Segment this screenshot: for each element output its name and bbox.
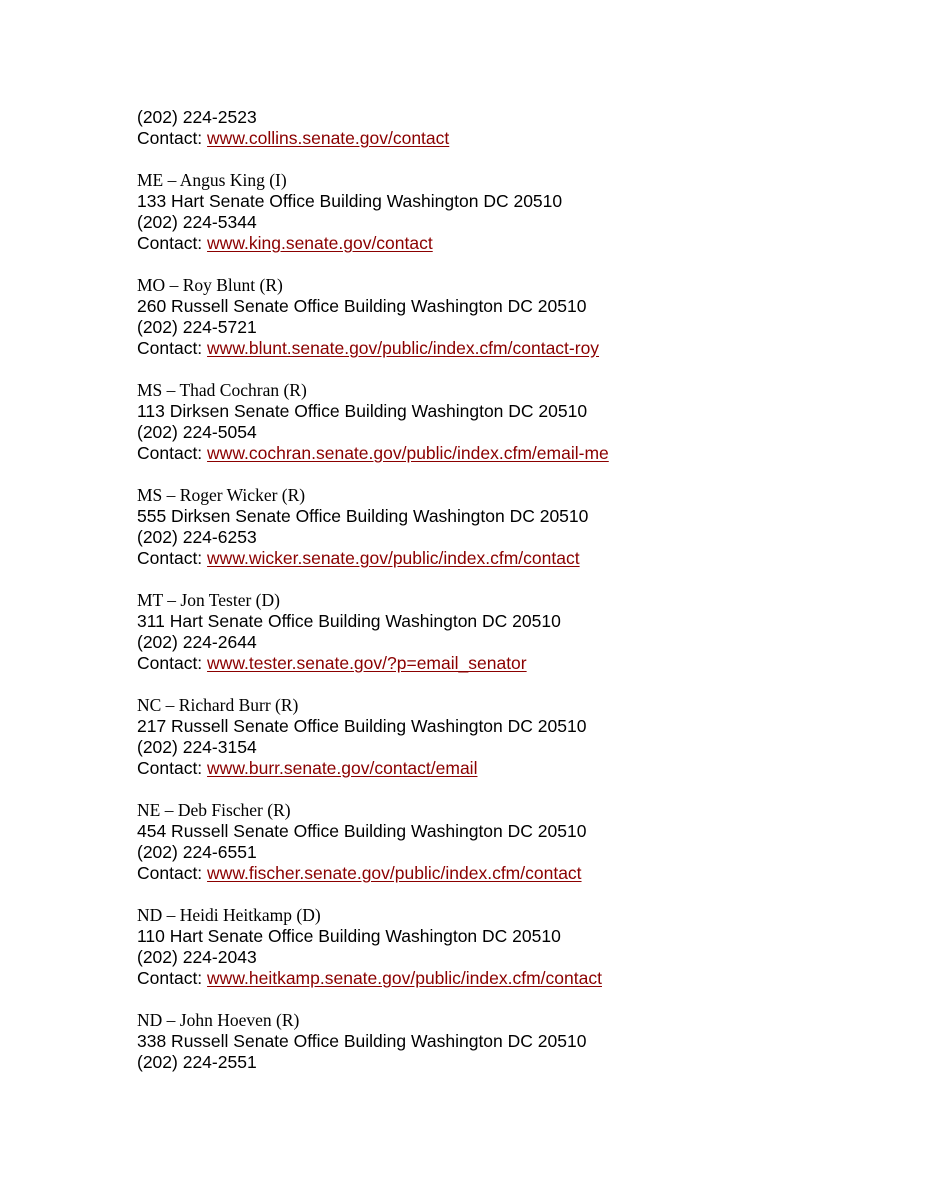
phone-number: (202) 224-5344 [137,212,257,232]
contact-label: Contact: [137,968,208,988]
contact-line [137,863,897,884]
senator-heading: MS – Roger Wicker (R) [137,485,306,505]
contact-label: Contact: [137,338,208,358]
office-address: 113 Dirksen Senate Office Building Washington DC 20510 [137,401,588,421]
phone-number: (202) 224-6551 [137,842,257,862]
phone-number: (202) 224-5054 [137,422,257,442]
contact-line [137,653,897,674]
contact-link[interactable]: www.collins.senate.gov/contact [207,128,450,148]
contact-line [137,548,897,569]
contact-label: Contact: [137,128,208,148]
contact-link[interactable]: www.tester.senate.gov/?p=email_senator [207,653,527,673]
contact-link[interactable]: www.heitkamp.senate.gov/public/index.cfm/contact [207,968,602,988]
senator-entry [137,905,897,989]
senator-entry-partial [137,107,897,149]
office-address: 555 Dirksen Senate Office Building Washington DC 20510 [137,506,589,526]
contact-link[interactable]: www.burr.senate.gov/contact/email [207,758,478,778]
office-address: 217 Russell Senate Office Building Washington DC 20510 [137,716,587,736]
senator-entry [137,275,897,359]
senator-heading: ND – Heidi Heitkamp (D) [137,905,321,925]
phone-number: (202) 224-3154 [137,737,257,757]
phone-number: (202) 224-2043 [137,947,257,967]
contact-line [137,443,897,464]
contact-label: Contact: [137,548,208,568]
office-address: 260 Russell Senate Office Building Washington DC 20510 [137,296,587,316]
office-address: 110 Hart Senate Office Building Washington DC 20510 [137,926,561,946]
contact-link[interactable]: www.blunt.senate.gov/public/index.cfm/contact-roy [207,338,600,358]
phone-number: (202) 224-6253 [137,527,257,547]
senator-entry [137,695,897,779]
phone-number: (202) 224-5721 [137,317,257,337]
senator-heading: MT – Jon Tester (D) [137,590,280,610]
senator-entry [137,380,897,464]
senator-heading: NC – Richard Burr (R) [137,695,299,715]
senator-entry [137,170,897,254]
contact-line [137,338,897,359]
contact-label: Contact: [137,233,208,253]
senator-contact-list [137,107,897,1073]
phone-number: (202) 224-2644 [137,632,257,652]
contact-label: Contact: [137,863,208,883]
senator-entry [137,590,897,674]
senator-entry [137,1010,897,1073]
office-address: 311 Hart Senate Office Building Washington DC 20510 [137,611,561,631]
contact-line [137,968,897,989]
senator-entry [137,800,897,884]
senator-heading: ND – John Hoeven (R) [137,1010,300,1030]
contact-line [137,128,897,149]
office-address: 454 Russell Senate Office Building Washington DC 20510 [137,821,587,841]
contact-link[interactable]: www.wicker.senate.gov/public/index.cfm/contact [207,548,580,568]
contact-label: Contact: [137,653,208,673]
phone-number: (202) 224-2551 [137,1052,257,1072]
senator-entry [137,485,897,569]
contact-link[interactable]: www.cochran.senate.gov/public/index.cfm/email-me [207,443,609,463]
senator-heading: ME – Angus King (I) [137,170,287,190]
contact-link[interactable]: www.fischer.senate.gov/public/index.cfm/contact [207,863,582,883]
senator-heading: NE – Deb Fischer (R) [137,800,291,820]
contact-line [137,758,897,779]
contact-line [137,233,897,254]
contact-link[interactable]: www.king.senate.gov/contact [207,233,433,253]
contact-label: Contact: [137,758,208,778]
office-address: 338 Russell Senate Office Building Washington DC 20510 [137,1031,587,1051]
office-address: 133 Hart Senate Office Building Washington DC 20510 [137,191,563,211]
phone-number: (202) 224-2523 [137,107,257,127]
senator-heading: MO – Roy Blunt (R) [137,275,283,295]
senator-heading: MS – Thad Cochran (R) [137,380,307,400]
contact-label: Contact: [137,443,208,463]
